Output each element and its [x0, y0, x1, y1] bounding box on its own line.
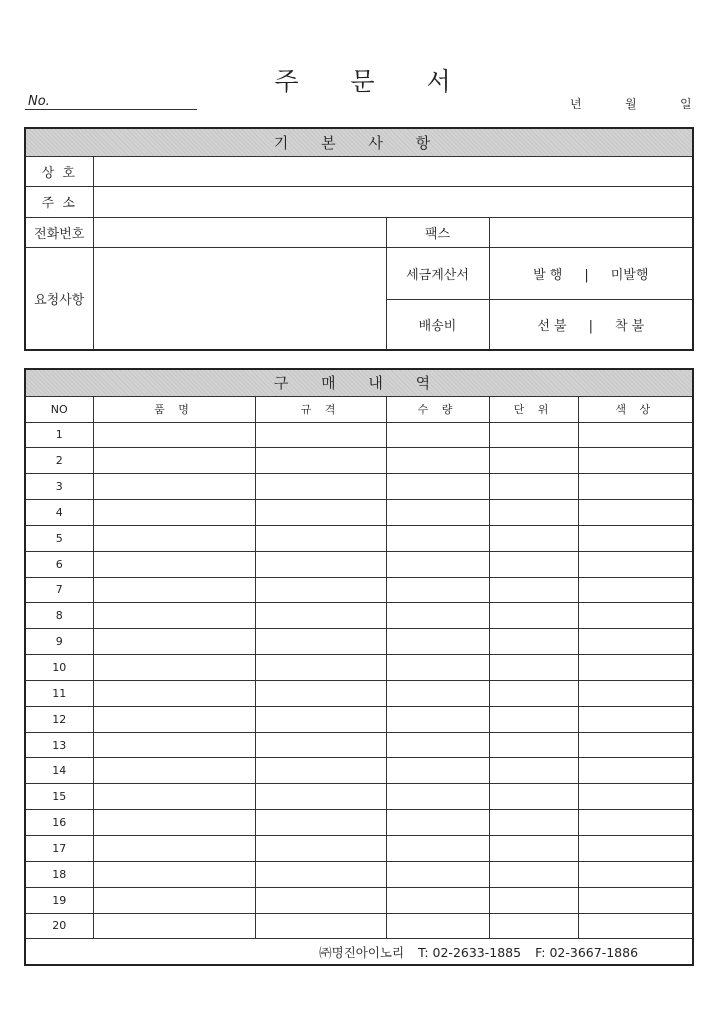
- color-cell[interactable]: [578, 422, 693, 448]
- quantity-cell[interactable]: [386, 680, 489, 706]
- item-name-cell[interactable]: [93, 784, 255, 810]
- table-row: [25, 810, 693, 836]
- quantity-cell[interactable]: [386, 732, 489, 758]
- tax-invoice-label: 세금계산서: [386, 247, 489, 299]
- item-name-cell[interactable]: [93, 474, 255, 500]
- row-number: 5: [25, 525, 93, 551]
- color-cell[interactable]: [578, 836, 693, 862]
- table-row: [25, 422, 693, 448]
- unit-cell[interactable]: [489, 525, 578, 551]
- unit-cell[interactable]: [489, 603, 578, 629]
- company-label: 상 호: [25, 156, 93, 186]
- row-number: 17: [25, 836, 93, 862]
- color-cell[interactable]: [578, 655, 693, 681]
- unit-cell[interactable]: [489, 913, 578, 939]
- unit-cell[interactable]: [489, 706, 578, 732]
- color-cell[interactable]: [578, 732, 693, 758]
- spec-cell[interactable]: [255, 680, 386, 706]
- unit-cell[interactable]: [489, 836, 578, 862]
- color-cell[interactable]: [578, 887, 693, 913]
- row-number: 3: [25, 474, 93, 500]
- column-header-color: 색 상: [578, 396, 693, 422]
- item-name-cell[interactable]: [93, 577, 255, 603]
- row-number: 6: [25, 551, 93, 577]
- item-name-cell[interactable]: [93, 810, 255, 836]
- color-cell[interactable]: [578, 603, 693, 629]
- unit-cell[interactable]: [489, 732, 578, 758]
- spec-cell[interactable]: [255, 836, 386, 862]
- item-name-cell[interactable]: [93, 551, 255, 577]
- row-number: 19: [25, 887, 93, 913]
- purchase-header: 구 매 내 역: [25, 369, 693, 396]
- color-cell[interactable]: [578, 706, 693, 732]
- row-number: 12: [25, 706, 93, 732]
- unit-cell[interactable]: [489, 422, 578, 448]
- item-name-cell[interactable]: [93, 655, 255, 681]
- color-cell[interactable]: [578, 680, 693, 706]
- item-name-cell[interactable]: [93, 732, 255, 758]
- shipping-cod-option[interactable]: 착 불: [614, 318, 645, 334]
- item-name-cell[interactable]: [93, 758, 255, 784]
- shipping-options: [489, 299, 693, 350]
- table-row: [25, 784, 693, 810]
- row-number: 10: [25, 655, 93, 681]
- table-row: [25, 913, 693, 939]
- row-number: 8: [25, 603, 93, 629]
- item-name-cell[interactable]: [93, 629, 255, 655]
- column-header-unit: 단 위: [489, 396, 578, 422]
- spec-cell[interactable]: [255, 603, 386, 629]
- color-cell[interactable]: [578, 784, 693, 810]
- row-number: 2: [25, 448, 93, 474]
- color-cell[interactable]: [578, 551, 693, 577]
- table-row: [25, 551, 693, 577]
- footer: [25, 939, 693, 965]
- company-field[interactable]: [93, 156, 693, 186]
- item-name-cell[interactable]: [93, 913, 255, 939]
- item-name-cell[interactable]: [93, 525, 255, 551]
- color-cell[interactable]: [578, 577, 693, 603]
- color-cell[interactable]: [578, 861, 693, 887]
- unit-cell[interactable]: [489, 861, 578, 887]
- unit-cell[interactable]: [489, 680, 578, 706]
- row-number: 11: [25, 680, 93, 706]
- footer-company: ㈜명진아이노리: [319, 944, 405, 960]
- quantity-cell[interactable]: [386, 836, 489, 862]
- item-name-cell[interactable]: [93, 706, 255, 732]
- quantity-cell[interactable]: [386, 810, 489, 836]
- quantity-cell[interactable]: [386, 629, 489, 655]
- quantity-cell[interactable]: [386, 603, 489, 629]
- unit-cell[interactable]: [489, 474, 578, 500]
- row-number: 16: [25, 810, 93, 836]
- quantity-cell[interactable]: [386, 706, 489, 732]
- table-row: [25, 448, 693, 474]
- quantity-cell[interactable]: [386, 525, 489, 551]
- row-number: 7: [25, 577, 93, 603]
- spec-cell[interactable]: [255, 422, 386, 448]
- quantity-cell[interactable]: [386, 887, 489, 913]
- item-name-cell[interactable]: [93, 680, 255, 706]
- color-cell[interactable]: [578, 474, 693, 500]
- purchase-table: [24, 368, 694, 966]
- table-row: [25, 836, 693, 862]
- table-row: [25, 732, 693, 758]
- row-number: 1: [25, 422, 93, 448]
- unit-cell[interactable]: [489, 551, 578, 577]
- table-row: [25, 887, 693, 913]
- color-cell[interactable]: [578, 525, 693, 551]
- footer-phone: T: 02-2633-1885: [418, 944, 522, 960]
- basic-info-table: [24, 127, 694, 351]
- item-name-cell[interactable]: [93, 422, 255, 448]
- row-number: 18: [25, 861, 93, 887]
- document-title: 주 문 서: [274, 67, 473, 96]
- table-row: [25, 525, 693, 551]
- color-cell[interactable]: [578, 500, 693, 526]
- spec-cell[interactable]: [255, 810, 386, 836]
- address-field[interactable]: [93, 186, 693, 217]
- shipping-label: 배송비: [386, 299, 489, 350]
- item-name-cell[interactable]: [93, 603, 255, 629]
- spec-cell[interactable]: [255, 551, 386, 577]
- footer-fax: F: 02-3667-1886: [535, 944, 639, 960]
- unit-cell[interactable]: [489, 577, 578, 603]
- spec-cell[interactable]: [255, 629, 386, 655]
- quantity-cell[interactable]: [386, 422, 489, 448]
- option-separator: |: [588, 318, 593, 334]
- tax-invoice-options: [489, 247, 693, 299]
- color-cell[interactable]: [578, 448, 693, 474]
- quantity-cell[interactable]: [386, 655, 489, 681]
- order-number-field[interactable]: [25, 109, 197, 110]
- item-name-cell[interactable]: [93, 500, 255, 526]
- quantity-cell[interactable]: [386, 448, 489, 474]
- date-day-label: 일: [680, 97, 692, 111]
- fax-field[interactable]: [489, 217, 693, 247]
- spec-cell[interactable]: [255, 525, 386, 551]
- row-number: 4: [25, 500, 93, 526]
- quantity-cell[interactable]: [386, 913, 489, 939]
- phone-label: 전화번호: [25, 217, 93, 247]
- row-number: 14: [25, 758, 93, 784]
- basic-info-header: 기 본 사 항: [25, 128, 693, 156]
- table-row: [25, 629, 693, 655]
- item-name-cell[interactable]: [93, 448, 255, 474]
- spec-cell[interactable]: [255, 887, 386, 913]
- spec-cell[interactable]: [255, 861, 386, 887]
- spec-cell[interactable]: [255, 448, 386, 474]
- quantity-cell[interactable]: [386, 551, 489, 577]
- spec-cell[interactable]: [255, 474, 386, 500]
- unit-cell[interactable]: [489, 629, 578, 655]
- table-row: [25, 474, 693, 500]
- quantity-cell[interactable]: [386, 500, 489, 526]
- quantity-cell[interactable]: [386, 758, 489, 784]
- request-field[interactable]: [93, 247, 386, 350]
- spec-cell[interactable]: [255, 758, 386, 784]
- tax-invoice-issue-option[interactable]: 발 행: [533, 267, 563, 283]
- order-number-label: No.: [28, 94, 50, 109]
- row-number: 9: [25, 629, 93, 655]
- quantity-cell[interactable]: [386, 784, 489, 810]
- table-row: [25, 861, 693, 887]
- spec-cell[interactable]: [255, 706, 386, 732]
- shipping-prepaid-option[interactable]: 선 불: [537, 318, 567, 334]
- unit-cell[interactable]: [489, 500, 578, 526]
- spec-cell[interactable]: [255, 784, 386, 810]
- color-cell[interactable]: [578, 810, 693, 836]
- table-row: [25, 655, 693, 681]
- column-header-no: NO: [25, 396, 93, 422]
- table-row: [25, 603, 693, 629]
- table-row: [25, 758, 693, 784]
- spec-cell[interactable]: [255, 655, 386, 681]
- fax-label: 팩스: [386, 217, 489, 247]
- column-header-quantity: 수 량: [386, 396, 489, 422]
- row-number: 15: [25, 784, 93, 810]
- row-number: 20: [25, 913, 93, 939]
- color-cell[interactable]: [578, 629, 693, 655]
- unit-cell[interactable]: [489, 655, 578, 681]
- request-label: 요청사항: [25, 247, 93, 350]
- spec-cell[interactable]: [255, 577, 386, 603]
- tax-invoice-no-issue-option[interactable]: 미발행: [610, 267, 649, 283]
- column-header-spec: 규 격: [255, 396, 386, 422]
- table-row: [25, 577, 693, 603]
- item-name-cell[interactable]: [93, 887, 255, 913]
- spec-cell[interactable]: [255, 913, 386, 939]
- quantity-cell[interactable]: [386, 474, 489, 500]
- date-month-label: 월: [625, 97, 637, 111]
- date-year-label: 년: [570, 97, 582, 111]
- unit-cell[interactable]: [489, 784, 578, 810]
- unit-cell[interactable]: [489, 448, 578, 474]
- item-name-cell[interactable]: [93, 836, 255, 862]
- address-label: 주 소: [25, 186, 93, 217]
- color-cell[interactable]: [578, 758, 693, 784]
- table-row: [25, 706, 693, 732]
- quantity-cell[interactable]: [386, 861, 489, 887]
- item-name-cell[interactable]: [93, 861, 255, 887]
- table-row: [25, 680, 693, 706]
- option-separator: |: [584, 267, 589, 283]
- spec-cell[interactable]: [255, 500, 386, 526]
- unit-cell[interactable]: [489, 758, 578, 784]
- unit-cell[interactable]: [489, 887, 578, 913]
- unit-cell[interactable]: [489, 810, 578, 836]
- table-row: [25, 500, 693, 526]
- color-cell[interactable]: [578, 913, 693, 939]
- spec-cell[interactable]: [255, 732, 386, 758]
- column-header-item-name: 품 명: [93, 396, 255, 422]
- row-number: 13: [25, 732, 93, 758]
- quantity-cell[interactable]: [386, 577, 489, 603]
- phone-field[interactable]: [93, 217, 386, 247]
